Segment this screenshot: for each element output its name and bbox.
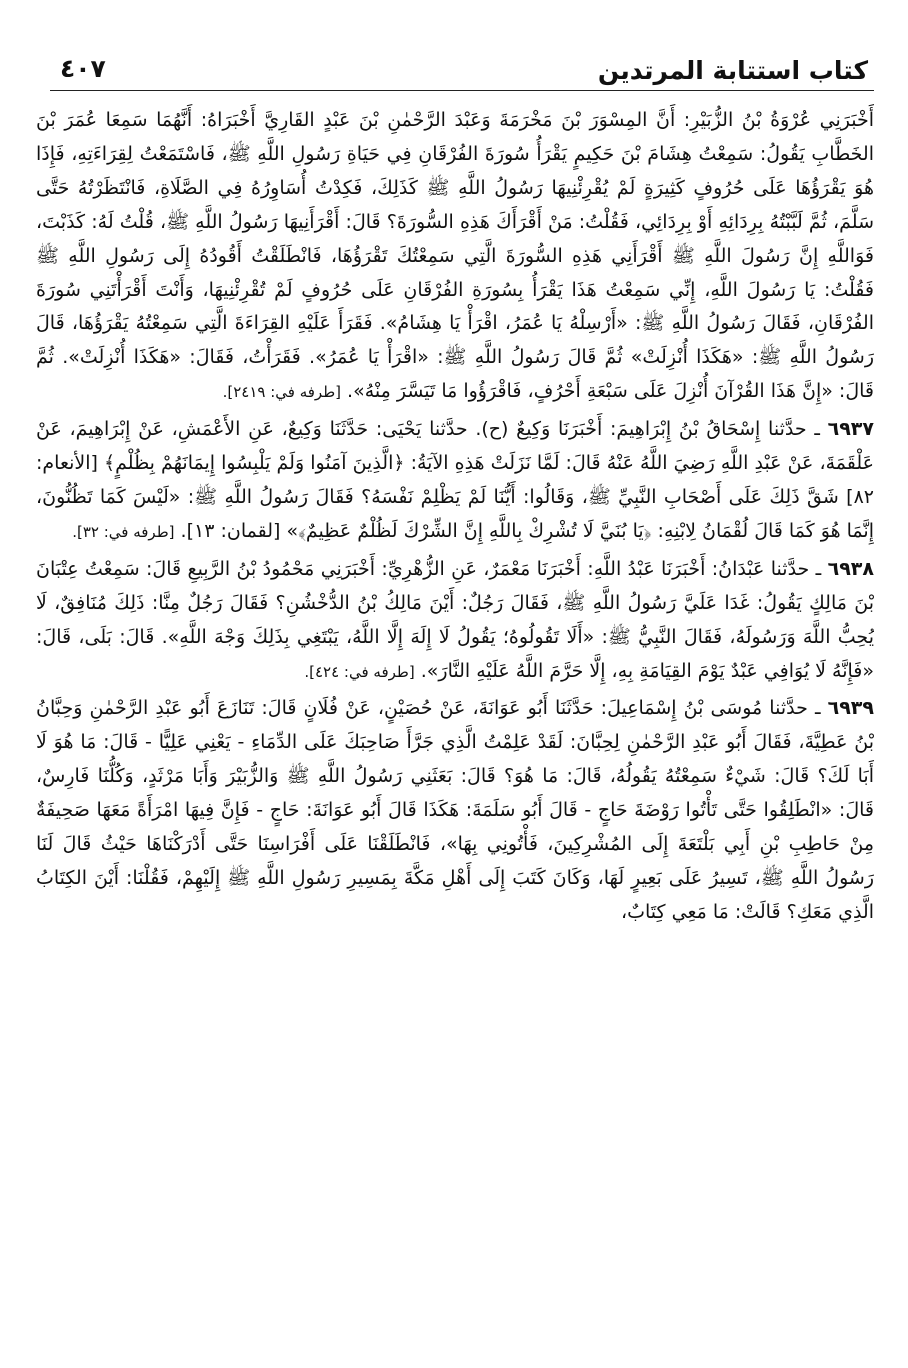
number-separator: ـ	[806, 418, 828, 441]
hadith-number: ٦٩٣٨	[827, 557, 874, 580]
hadith-text: أَخْبَرَنِي عُرْوَةُ بْنُ الزُّبَيْرِ: أَنَّ المِسْوَرَ بْنَ مَخْرَمَةَ وَعَبْدَ الرَّحْمٰنِ بْنَ عَبْدٍ القَارِيَّ أَخْبَرَاهُ: أَنَّهُمَا سَمِعَا عُمَرَ بْنَ الخَطَّابِ يَقُولُ: سَمِعْتُ هِشَامَ بْنَ حَكِيمٍ يَقْرَأُ سُورَةَ الفُرْقَانِ فِي حَيَاةِ رَسُولِ اللَّهِ ﷺ، فَاسْتَمَعْتُ لِقِرَاءَتِهِ، فَإِذَا هُوَ يَقْرَؤُهَا عَلَى حُرُوفٍ كَثِيرَةٍ لَمْ يُقْرِئْنِيهَا رَسُولُ اللَّهِ ﷺ كَذَلِكَ، فَكِدْتُ أُسَاوِرُهُ فِي الصَّلَاةِ، فَانْتَظَرْتُهُ حَتَّى سَلَّمَ، ثُمَّ لَبَّبْتُهُ بِرِدَائِهِ أَوْ بِرِدَائِي، فَقُلْتُ: مَنْ أَقْرَأَكَ هَذِهِ السُّورَةَ؟ قَالَ: أَقْرَأَنِيهَا رَسُولُ اللَّهِ ﷺ، قُلْتُ لَهُ: كَذَبْتَ، فَوَاللَّهِ إِنَّ رَسُولَ اللَّهِ ﷺ أَقْرَأَنِي هَذِهِ السُّورَةَ الَّتِي سَمِعْتُكَ تَقْرَؤُهَا، فَانْطَلَقْتُ أَقُودُهُ إِلَى رَسُولِ اللَّهِ ﷺ فَقُلْتُ: يَا رَسُولَ اللَّهِ، إِنِّي سَمِعْتُ هَذَا يَقْرَأُ بِسُورَةِ الفُرْقَانِ عَلَى حُرُوفٍ لَمْ تُقْرِئْنِيهَا، وَأَنْتَ أَقْرَأْتَنِي سُورَةَ الفُرْقَانِ، فَقَالَ رَسُولُ اللَّهِ ﷺ: «أَرْسِلْهُ يَا عُمَرُ، اقْرَأْ يَا هِشَامُ». فَقَرَأَ عَلَيْهِ القِرَاءَةَ الَّتِي سَمِعْتُهُ يَقْرَؤُهَا، قَالَ رَسُولُ اللَّهِ ﷺ: «هَكَذَا أُنْزِلَتْ» ثُمَّ قَالَ رَسُولُ اللَّهِ ﷺ: «اقْرَأْ يَا عُمَرُ». فَقَرَأْتُ، فَقَالَ: «هَكَذَا أُنْزِلَتْ». ثُمَّ قَالَ: «إِنَّ هَذَا القُرْآنَ أُنْزِلَ عَلَى سَبْعَةِ أَحْرُفٍ، فَاقْرَؤُوا مَا تَيَسَّرَ مِنْهُ».	[36, 109, 874, 403]
page-body	[36, 104, 874, 1362]
hadith-6938	[36, 553, 874, 690]
hadith-6937	[36, 413, 874, 550]
cross-reference: [طرفه في: ٣٢].	[72, 522, 175, 541]
cross-reference: [طرفه في: ٤٢٤].	[304, 662, 415, 681]
book-title: كتاب استتابة المرتدين	[597, 56, 868, 85]
page-number: ٤٠٧	[60, 54, 106, 83]
number-separator: ـ	[809, 557, 828, 580]
hadith-text: حدَّثنا إِسْحَاقُ بْنُ إِبْرَاهِيمَ: أَخْبَرَنَا وَكِيعٌ (ح). حدَّثنا يَحْيَى: حَدَّثَنَا وَكِيعٌ، عَنِ الأَعْمَشِ، عَنْ إِبْرَاهِيمَ، عَنْ عَلْقَمَةَ، عَنْ عَبْدِ اللَّهِ رَضِيَ اللَّهُ عَنْهُ قَالَ: لَمَّا نَزَلَتْ هَذِهِ الآيَةُ: ﴿الَّذِينَ آمَنُوا وَلَمْ يَلْبِسُوا إِيمَانَهُمْ بِظُلْمٍ﴾ [الأنعام: ٨٢] شَقَّ ذَلِكَ عَلَى أَصْحَابِ النَّبِيِّ ﷺ، وَقَالُوا: أَيُّنَا لَمْ يَظْلِمْ نَفْسَهُ؟ فَقَالَ رَسُولُ اللَّهِ ﷺ: «لَيْسَ كَمَا تَظُنُّونَ، إِنَّمَا هُوَ كَمَا قَالَ لُقْمَانُ لِابْنِهِ: ﴿يَا بُنَيَّ لَا تُشْرِكْ بِاللَّهِ إِنَّ الشِّرْكَ لَظُلْمٌ عَظِيمٌ﴾» [لقمان: ١٣].	[36, 418, 874, 542]
number-separator: ـ	[807, 697, 828, 720]
cross-reference: [طرفه في: ٢٤١٩].	[222, 383, 341, 402]
hadith-number: ٦٩٣٩	[827, 697, 874, 720]
hadith-number: ٦٩٣٧	[827, 418, 874, 441]
hadith-6939	[36, 692, 874, 929]
hadith-continued	[36, 104, 874, 410]
hadith-text: حدَّثنا عَبْدَانُ: أَخْبَرَنَا عَبْدُ اللَّهِ: أَخْبَرَنَا مَعْمَرٌ، عَنِ الزُّهْرِيِّ: أَخْبَرَنِي مَحْمُودُ بْنُ الرَّبِيعِ قَالَ: سَمِعْتُ عِتْبَانَ بْنَ مَالِكٍ يَقُولُ: غَدَا عَلَيَّ رَسُولُ اللَّهِ ﷺ، فَقَالَ رَجُلٌ: أَيْنَ مَالِكُ بْنُ الدُّخْشُنِ؟ فَقَالَ رَجُلٌ مِنَّا: ذَلِكَ مُنَافِقٌ، لَا يُحِبُّ اللَّهَ وَرَسُولَهُ، فَقَالَ النَّبِيُّ ﷺ: «أَلَا تَقُولُوهُ؛ يَقُولُ لَا إِلَهَ إِلَّا اللَّهُ، يَبْتَغِي بِذَلِكَ وَجْهَ اللَّهِ». قَالَ: بَلَى، قَالَ: «فَإِنَّهُ لَا يُوَافِي عَبْدٌ يَوْمَ القِيَامَةِ بِهِ، إِلَّا حَرَّمَ اللَّهُ عَلَيْهِ النَّارَ».	[36, 557, 874, 682]
hadith-text: حدَّثنا مُوسَى بْنُ إِسْمَاعِيلَ: حَدَّثَنَا أَبُو عَوَانَةَ، عَنْ حُصَيْنٍ، عَنْ فُلَانٍ قَالَ: تَنَازَعَ أَبُو عَبْدِ الرَّحْمٰنِ وَحِبَّانُ بْنُ عَطِيَّةَ، فَقَالَ أَبُو عَبْدِ الرَّحْمٰنِ لِحِبَّانَ: لَقَدْ عَلِمْتُ الَّذِي جَرَّأَ صَاحِبَكَ عَلَى الدِّمَاءِ - يَعْنِي عَلِيًّا - قَالَ: مَا هُوَ لَا أَبَا لَكَ؟ قَالَ: شَيْءٌ سَمِعْتُهُ يَقُولُهُ، قَالَ: مَا هُوَ؟ قَالَ: بَعَثَنِي رَسُولُ اللَّهِ ﷺ وَالزُّبَيْرَ وَأَبَا مَرْثَدٍ، وَكُلُّنَا فَارِسٌ، قَالَ: «انْطَلِقُوا حَتَّى تَأْتُوا رَوْضَةَ حَاجٍ - قَالَ أَبُو سَلَمَةَ: هَكَذَا قَالَ أَبُو عَوَانَةَ: حَاجٍ - فَإِنَّ فِيهَا امْرَأَةً مَعَهَا صَحِيفَةٌ مِنْ حَاطِبِ بْنِ أَبِي بَلْتَعَةَ إِلَى المُشْرِكِينَ، فَأْتُونِي بِهَا»، فَانْطَلَقْنَا عَلَى أَفْرَاسِنَا حَتَّى أَدْرَكْنَاهَا حَيْثُ قَالَ لَنَا رَسُولُ اللَّهِ ﷺ، تَسِيرُ عَلَى بَعِيرٍ لَهَا، وَكَانَ كَتَبَ إِلَى أَهْلِ مَكَّةَ بِمَسِيرِ رَسُولِ اللَّهِ ﷺ إِلَيْهِمْ، فَقُلْنَا: أَيْنَ الكِتَابُ الَّذِي مَعَكِ؟ قَالَتْ: مَا مَعِي كِتَابٌ،	[36, 697, 874, 923]
page-header	[50, 50, 874, 91]
